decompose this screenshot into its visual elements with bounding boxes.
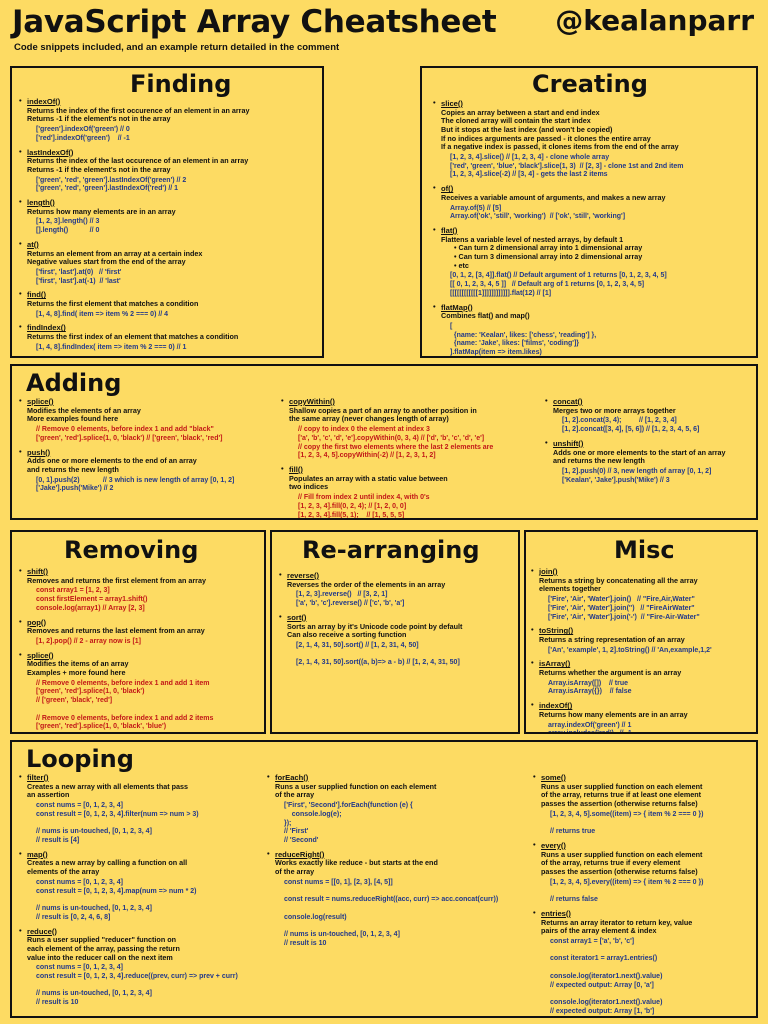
bullet-point: • Can turn 3 dimensional array into 2 dimensional array xyxy=(454,253,754,262)
method-name: • unshift() xyxy=(544,440,754,449)
adding-col-3 xyxy=(544,398,754,490)
method-description: Returns a string by concatenating all the array elements together xyxy=(539,575,698,594)
code-example: ['first', 'last'].at(0) // 'first' ['first', 'last'].at(-1) // 'last' xyxy=(36,268,122,285)
page-subtitle: Code snippets included, and an example return detailed in the comment xyxy=(14,42,340,53)
method-entry xyxy=(18,652,262,734)
method-name: • findIndex() xyxy=(18,324,318,333)
method-entry xyxy=(18,928,270,1008)
looping-col-3 xyxy=(532,774,756,1018)
creating-section xyxy=(420,66,758,358)
method-entry xyxy=(280,466,548,520)
code-example: [1, 2, 3, 4, 5].some((item) => { item % 2 === 0 }) // returns true xyxy=(550,810,704,836)
code-example: // Fill from index 2 until index 4, with 0's [1, 2, 3, 4].fill(0, 2, 4); // [1, 2, 0, 0] [1, 2, 3, 4].fill(5, 1); // [1, 5, 5, 5] xyxy=(298,494,430,519)
method-name: • toString() xyxy=(530,627,758,636)
method-name: • push() xyxy=(18,449,276,458)
method-description: Reverses the order of the elements in an array xyxy=(287,579,446,589)
method-description: Removes and returns the last element from an array xyxy=(27,626,205,636)
method-description: Copies an array between a start and end index The cloned array will contain the start index But it stops at the last index (and won't be copied) If no indices arguments are passed - it clones the entire array If a negative index is passed, it clones items from the end of the array xyxy=(441,107,679,152)
method-entry xyxy=(532,910,756,1017)
code-example: // Remove 0 elements, before index 1 and add "black" ['green', 'red'].splice(1, 0, 'black') // ['green', 'black', 'red'] xyxy=(36,426,223,442)
method-description: Modifies the elements of an array More examples found here xyxy=(27,405,141,424)
method-entry xyxy=(278,614,518,668)
code-example: [1, 2, 3].reverse() // [3, 2, 1] ['a', 'b', 'c'].reverse() // ['c', 'b', 'a'] xyxy=(296,591,405,608)
method-name: • isArray() xyxy=(530,660,758,669)
method-description: Removes and returns the first element from an array xyxy=(27,575,206,585)
looping-section xyxy=(10,740,758,1018)
adding-col-2 xyxy=(280,398,548,520)
method-name: • splice() xyxy=(18,652,262,661)
adding-col-1 xyxy=(18,398,276,499)
code-example: [1, 2, 3].length() // 3 [].length() // 0 xyxy=(36,218,100,235)
section-heading: Removing xyxy=(64,536,199,564)
code-example: [1, 2].concat(3, 4); // [1, 2, 3, 4] [1, 2].concat([3, 4], [5, 6]) // [1, 2, 3, 4, 5, 6] xyxy=(562,417,700,434)
method-name: • sort() xyxy=(278,614,518,623)
code-example: [0, 1].push(2) // 3 which is new length of array [0, 1, 2] ['Jake'].push('Mike') // 2 xyxy=(36,476,235,493)
method-description: Modifies the items of an array Examples + more found here xyxy=(27,659,129,678)
method-description: Returns the first element that matches a condition xyxy=(27,299,199,309)
method-entry xyxy=(280,398,548,461)
code-example: ['green', 'red', 'green'].lastIndexOf('green') // 2 ['green', 'red', 'green'].lastIndexOf('red') // 1 xyxy=(36,176,187,193)
finding-list xyxy=(18,98,318,358)
section-heading: Creating xyxy=(532,70,648,98)
looping-col-1 xyxy=(18,774,270,1013)
method-name: • indexOf() xyxy=(18,98,318,107)
method-description: Returns an element from an array at a certain index Negative values start from the end of the array xyxy=(27,248,203,267)
method-description: Returns an array iterator to return key, value pairs of the array element & index xyxy=(541,917,693,936)
method-entry xyxy=(530,627,758,655)
method-description: Flattens a variable level of nested arrays, by default 1 xyxy=(441,234,624,244)
method-description: Adds one or more elements to the end of an array and returns the new length xyxy=(27,456,197,474)
method-entry xyxy=(544,398,754,435)
looping-col-2 xyxy=(266,774,528,954)
code-example: const nums = [0, 1, 2, 3, 4] const result = [0, 1, 2, 3, 4].map(num => num * 2) // nums is un-touched, [0, 1, 2, 3, 4] // result is [0, 2, 4, 6, 8] xyxy=(36,878,197,921)
finding-section xyxy=(10,66,324,358)
method-name: • shift() xyxy=(18,568,262,577)
method-name: • find() xyxy=(18,291,318,300)
method-entry xyxy=(266,774,528,846)
removing-list xyxy=(18,568,262,734)
code-example: ['First', 'Second'].forEach(function (e) { console.log(e); }); // 'First' // 'Second' xyxy=(284,802,413,844)
method-entry xyxy=(18,149,318,195)
method-description: Adds one or more elements to the start of an array and returns the new length xyxy=(553,447,726,466)
method-name: • forEach() xyxy=(266,774,528,783)
method-description: Runs a user supplied function on each element of the array, returns true if every element passes the assertion (otherwise returns false) xyxy=(541,849,703,876)
method-name: • slice() xyxy=(432,100,754,109)
method-description: Returns the first index of an element that matches a condition xyxy=(27,332,239,342)
method-entry xyxy=(530,568,758,622)
code-example: [ {name: 'Kealan', likes: ['chess', 'reading'] }, {name: 'Jake', likes: ['films', 'coding']} ].flatMap(item => item.likes) xyxy=(450,322,597,357)
method-name: • join() xyxy=(530,568,758,577)
method-entry xyxy=(532,842,756,905)
method-description: Runs a user supplied "reducer" function on each element of the array, passing the return value into the reducer call on the next item xyxy=(27,935,180,962)
method-name: • of() xyxy=(432,185,754,194)
method-name: • flatMap() xyxy=(432,304,754,313)
section-heading: Finding xyxy=(130,70,232,98)
method-entry xyxy=(278,572,518,609)
code-example: const nums = [0, 1, 2, 3, 4] const result = [0, 1, 2, 3, 4].reduce((prev, curr) => prev + curr) // nums is un-touched, [0, 1, 2, 3, 4] // result is 10 xyxy=(36,964,238,1007)
method-entry xyxy=(18,324,318,352)
code-example: [1, 2, 3, 4].slice() // [1, 2, 3, 4] - clone whole array ['red', 'green', 'blue', 'black'].slice(1, 3) // [2, 3] - clone 1st and 2nd item [1, 2, 3, 4].slice(-2) // [3, 4] - gets the last 2 items xyxy=(450,153,684,179)
rearranging-section xyxy=(270,530,520,734)
method-name: • map() xyxy=(18,851,270,860)
method-entry xyxy=(18,199,318,236)
code-example: [1, 2].push(0) // 3, new length of array [0, 1, 2] ['Kealan', 'Jake'].push('Mike') // 3 xyxy=(562,467,712,484)
method-entry xyxy=(18,449,276,495)
method-entry xyxy=(544,440,754,486)
code-example: ['green'].indexOf('green') // 0 ['red'].indexOf('green') // -1 xyxy=(36,126,130,142)
method-name: • concat() xyxy=(544,398,754,407)
code-example: ['An', 'example', 1, 2].toString() // 'An,example,1,2' xyxy=(548,646,712,654)
method-description: Works exactly like reduce - but starts at the end of the array xyxy=(275,858,438,877)
method-description: Returns how many elements are in an array xyxy=(27,206,176,216)
method-name: • length() xyxy=(18,199,318,208)
section-heading: Re-arranging xyxy=(302,536,480,564)
method-description: Creates a new array by calling a function on all elements of the array xyxy=(27,858,188,877)
method-name: • some() xyxy=(532,774,756,783)
method-entry xyxy=(18,398,276,444)
section-heading: Looping xyxy=(26,745,134,773)
method-entry xyxy=(432,304,754,358)
code-example: array.indexOf('green') // 1 array.includes('red') // -1 xyxy=(548,721,632,734)
method-description: Runs a user supplied function on each element of the array xyxy=(275,781,437,800)
method-name: • pop() xyxy=(18,619,262,628)
code-example: [1, 4, 8].findIndex( item => item % 2 === 0) // 1 xyxy=(36,343,187,351)
method-name: • entries() xyxy=(532,910,756,919)
method-description: Returns the index of the first occurence of an element in an array Returns -1 if the element's not in the array xyxy=(27,105,250,124)
method-name: • at() xyxy=(18,241,318,250)
rearranging-list xyxy=(278,572,518,673)
bullet-point: • etc xyxy=(454,262,754,271)
method-description: Populates an array with a static value between two indices xyxy=(289,473,448,492)
method-entry xyxy=(18,241,318,287)
method-bullets xyxy=(432,244,754,270)
method-description: Receives a variable amount of arguments, and makes a new array xyxy=(441,192,666,202)
code-example: [0, 1, 2, [3, 4]].flat() // Default argument of 1 returns [0, 1, 2, 3, 4, 5] [[ 0, 1, 2, 3, 4, 5 ]] // Default arg of 1 returns [0, 1, 2, 3, 4, 5] [[[[[[[[[[[[1]]]]]]]]]]]].flat(12) // [1] xyxy=(450,272,667,297)
code-example: [2, 1, 4, 31, 50].sort() // [1, 2, 31, 4, 50] [2, 1, 4, 31, 50].sort((a, b)=> a - b) // [1, 2, 4, 31, 50] xyxy=(296,641,460,667)
misc-list xyxy=(530,568,758,734)
creating-list xyxy=(432,100,754,358)
method-description: Returns a string representation of an array xyxy=(539,634,685,644)
method-name: • flat() xyxy=(432,227,754,236)
method-entry xyxy=(432,185,754,222)
method-entry xyxy=(432,227,754,299)
section-heading: Misc xyxy=(614,536,675,564)
method-name: • splice() xyxy=(18,398,276,407)
code-example: const nums = [[0, 1], [2, 3], [4, 5]] const result = nums.reduceRight((acc, curr) => acc.concat(curr)) console.log(result) // nums is un-touched, [0, 1, 2, 3, 4] // result is 10 xyxy=(284,878,499,947)
method-description: Merges two or more arrays together xyxy=(553,405,676,415)
code-example: const array1 = [1, 2, 3] const firstElement = array1.shift() console.log(array1) // Array [2, 3] xyxy=(36,587,148,612)
code-example: // Remove 0 elements, before index 1 and add 1 item ['green', 'red'].splice(1, 0, 'black') // ['green', 'black', 'red'] // Remove 0 elements, before index 1 and add 2 items ['green', 'red'].splice(1, 0, 'black', 'blue') xyxy=(36,679,214,731)
code-example: Array.of(5) // [5] Array.of('ok', 'still', 'working') // ['ok', 'still', 'working'] xyxy=(450,204,626,221)
method-description: Returns the index of the last occurence of an element in an array Returns -1 if the element's not in the array xyxy=(27,156,249,174)
method-name: • reduceRight() xyxy=(266,851,528,860)
method-name: • reverse() xyxy=(278,572,518,581)
method-name: • every() xyxy=(532,842,756,851)
method-entry xyxy=(18,851,270,923)
code-example: const nums = [0, 1, 2, 3, 4] const result = [0, 1, 2, 3, 4].filter(num => num > 3) // nums is un-touched, [0, 1, 2, 3, 4] // result is [4] xyxy=(36,802,199,844)
code-example: ['Fire', 'Air', 'Water'].join() // "Fire,Air,Water" ['Fire', 'Air', 'Water'].join('') // "FireAirWater" ['Fire', 'Air', 'Water'].join('-') // "Fire-Air-Water" xyxy=(548,596,700,621)
method-entry xyxy=(18,291,318,319)
method-description: Creates a new array with all elements that pass an assertion xyxy=(27,781,188,800)
method-description: Returns how many elements are in an array xyxy=(539,709,688,719)
section-heading: Adding xyxy=(26,369,122,397)
adding-section xyxy=(10,364,758,520)
method-entry xyxy=(432,100,754,180)
method-name: • lastIndexOf() xyxy=(18,149,318,158)
method-entry xyxy=(266,851,528,949)
method-description: Shallow copies a part of an array to another position in the same array (never changes length of array) xyxy=(289,405,477,424)
misc-section xyxy=(524,530,758,734)
method-entry xyxy=(18,98,318,144)
method-name: • filter() xyxy=(18,774,270,783)
method-description: Runs a user supplied function on each element of the array, returns true if at least one element passes the assertion (otherwise returns false) xyxy=(541,781,703,808)
method-entry xyxy=(18,774,270,846)
code-example: // copy to index 0 the element at index 3 ['a', 'b', 'c', 'd', 'e'].copyWithin(0, 3, 4) // ['d', 'b', 'c', 'd', 'e'] // copy the first two elements where the last 2 elements are [1, 2, 3, 4, 5].copyWithin(-2) // [1, 2, 3, 1, 2] xyxy=(298,426,494,460)
method-name: • reduce() xyxy=(18,928,270,937)
method-entry xyxy=(18,568,262,614)
code-example: [1, 4, 8].find( item => item % 2 === 0) // 4 xyxy=(36,310,169,318)
code-example: Array.isArray([]) // true Array.isArray({}) // false xyxy=(548,679,632,696)
method-entry xyxy=(530,702,758,734)
method-description: Combines flat() and map() xyxy=(441,311,530,321)
method-description: Returns whether the argument is an array xyxy=(539,668,682,678)
method-entry xyxy=(530,660,758,697)
author-handle: @kealanparr xyxy=(555,4,754,37)
method-name: • fill() xyxy=(280,466,548,475)
code-example: [1, 2].pop() // 2 - array now is [1] xyxy=(36,637,142,645)
method-name: • indexOf() xyxy=(530,702,758,711)
code-example: [1, 2, 3, 4, 5].every((item) => { item % 2 === 0 }) // returns false xyxy=(550,878,704,904)
method-name: • copyWithin() xyxy=(280,398,548,407)
page-title: JavaScript Array Cheatsheet xyxy=(12,4,497,40)
method-entry xyxy=(18,619,262,647)
method-entry xyxy=(532,774,756,837)
bullet-point: • Can turn 2 dimensional array into 1 dimensional array xyxy=(454,244,754,253)
code-example: const array1 = ['a', 'b', 'c'] const iterator1 = array1.entries() console.log(iterator1.next().value) // expected output: Array [0, 'a'] console.log(iterator1.next().value) // expected output: Array [1, 'b'] xyxy=(550,937,663,1015)
removing-section xyxy=(10,530,266,734)
method-description: Sorts an array by it's Unicode code point by default Can also receive a sorting function xyxy=(287,621,463,640)
